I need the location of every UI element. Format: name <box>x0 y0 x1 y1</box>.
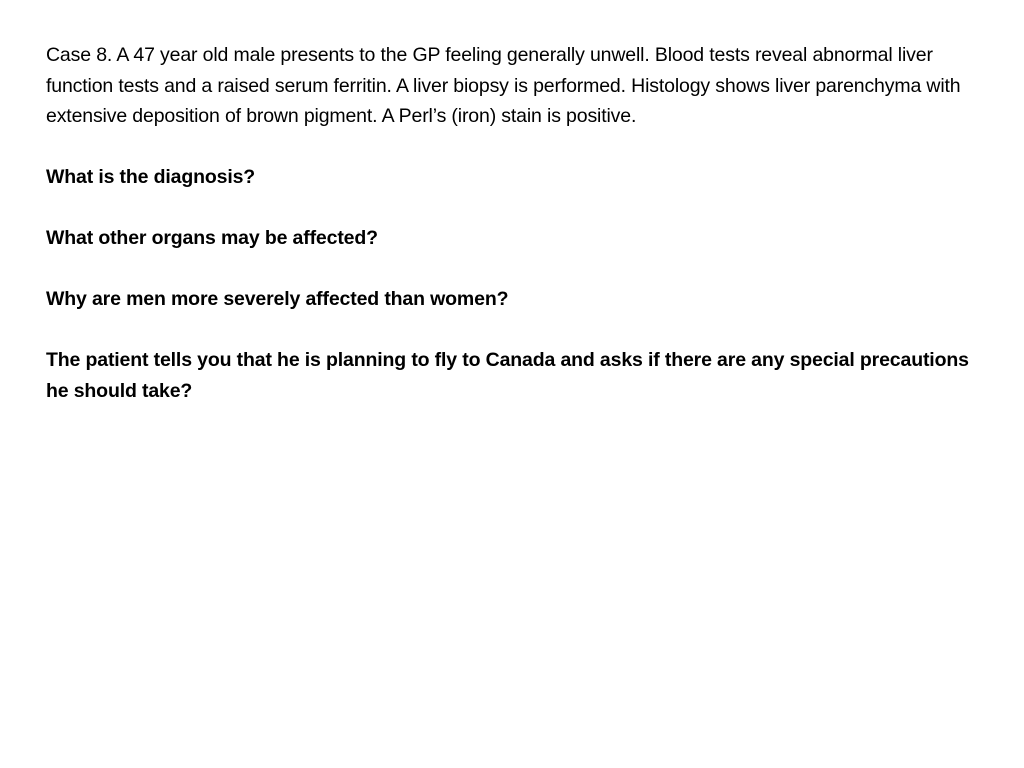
question-travel-precautions: The patient tells you that he is planning to fly to Canada and asks if there are any special precautions he should take? <box>46 349 969 402</box>
question-diagnosis: What is the diagnosis? <box>46 166 256 188</box>
question-other-organs: What other organs may be affected? <box>46 227 378 249</box>
question-sex-difference: Why are men more severely affected than women? <box>46 288 509 310</box>
case-description: Case 8. A 47 year old male presents to the GP feeling generally unwell. Blood tests reveal abnormal liver function tests and a raised serum ferritin. A liver biopsy is performed. Histology shows liver parenchyma with extensive deposition of brown pigment. A Perl’s (iron) stain is positive. <box>46 44 961 127</box>
